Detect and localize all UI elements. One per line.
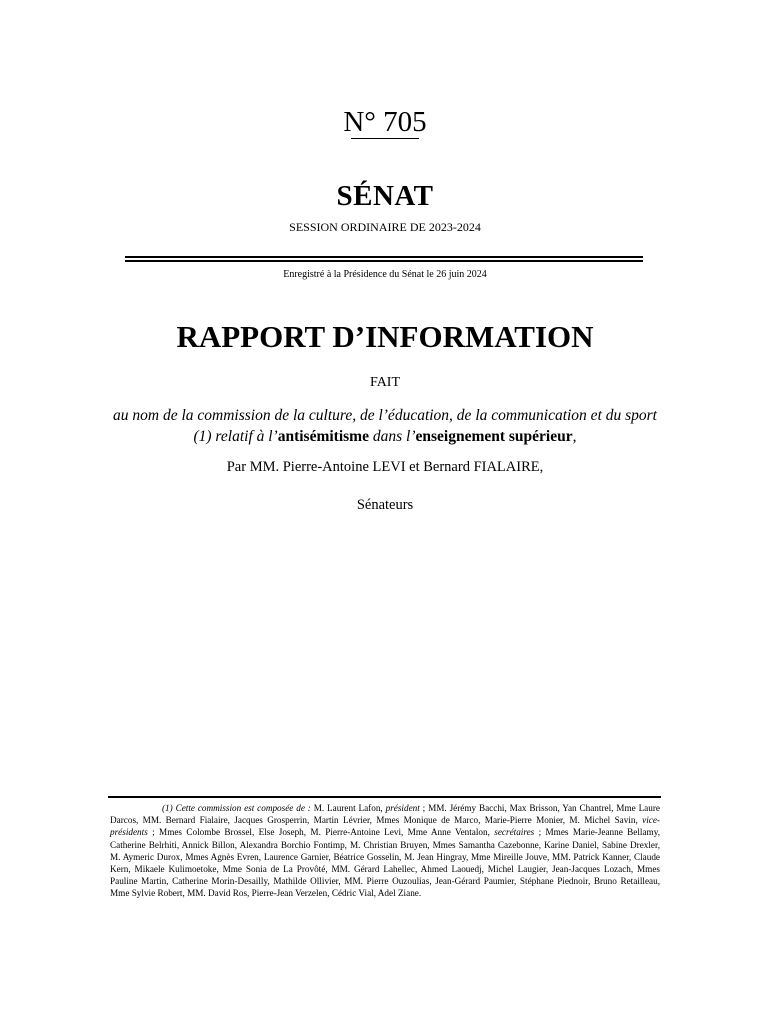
footnote-vice-presidents-label: vice-présidents <box>110 815 660 838</box>
number-underline <box>351 138 419 139</box>
footnote-president-label: président <box>385 803 420 813</box>
double-divider <box>125 256 643 262</box>
document-number: N° 705 <box>343 106 427 138</box>
chamber-name: SÉNAT <box>336 180 434 212</box>
footnote-text-2: ; MM. Jérémy Bacchi, Max Brisson, Yan Chantrel, Mme Laure Darcos, MM. Bernard Fialaire, Jacques Grosperrin, Martin Lévrier, Mmes Monique de Marco, Marie-Pierre Monier, M. Michel Savin, <box>110 803 660 826</box>
fait-label: FAIT <box>369 375 401 390</box>
report-title: RAPPORT D’INFORMATION <box>176 319 594 354</box>
footnote-commission-members <box>110 802 660 900</box>
authors-line: Par MM. Pierre-Antoine LEVI et Bernard FIALAIRE, <box>226 459 544 475</box>
authors-role: Sénateurs <box>356 497 414 513</box>
subject-keyword-antisemitism: antisémitisme <box>277 428 369 445</box>
report-subject <box>112 405 658 447</box>
subject-text-end: , <box>572 428 577 445</box>
footnote-divider <box>108 796 661 798</box>
subject-text-2: dans l’ <box>368 428 416 445</box>
footnote-text-3: ; Mmes Colombe Brossel, Else Joseph, M. Pierre-Antoine Levi, Mme Anne Ventalon, <box>147 827 495 838</box>
registration-date: Enregistré à la Présidence du Sénat le 26 juin 2024 <box>283 269 487 280</box>
footnote-intro: (1) Cette commission est composée de : <box>162 803 311 813</box>
footnote-text-4: ; Mmes Marie-Jeanne Bellamy, Catherine Belrhiti, Annick Billon, Alexandra Borchio Fontimp, M. Christian Bruyen, Mmes Samantha Cazebonne, Karine Daniel, Sabine Drexler, M. Aymeric Durox, Mmes Agnès Evren, Laurence Garnier, Béatrice Gosselin, M. Jean Hingray, Mme Mireille Jouve, MM. Patrick Kanner, Claude Kern, Mikaele Kulimoetoke, Mme Sonia de La Provôté, MM. Gérard Lahellec, Ahmed Laouedj, Michel Laugier, Jean-Jacques Lozach, Mmes Pauline Martin, Catherine Morin-Desailly, Mathilde Ollivier, MM. Pierre Ouzoulias, Jean-Gérard Paumier, Stéphane Piednoir, Bruno Retailleau, Mme Sylvie Robert, MM. David Ros, Pierre-Jean Verzelen, Cédric Vial, Adel Ziane. <box>110 827 661 899</box>
subject-keyword-higher-education: enseignement supérieur <box>415 428 573 445</box>
subject-text-1: au nom de la commission de la culture, de l’éducation, de la communication et du sport (1) relatif à l’ <box>113 407 657 445</box>
session-line: SESSION ORDINAIRE DE 2023-2024 <box>289 220 481 234</box>
footnote-text-1: M. Laurent Lafon, <box>310 803 386 813</box>
footnote-secretaires-label: secrétaires <box>494 827 535 838</box>
